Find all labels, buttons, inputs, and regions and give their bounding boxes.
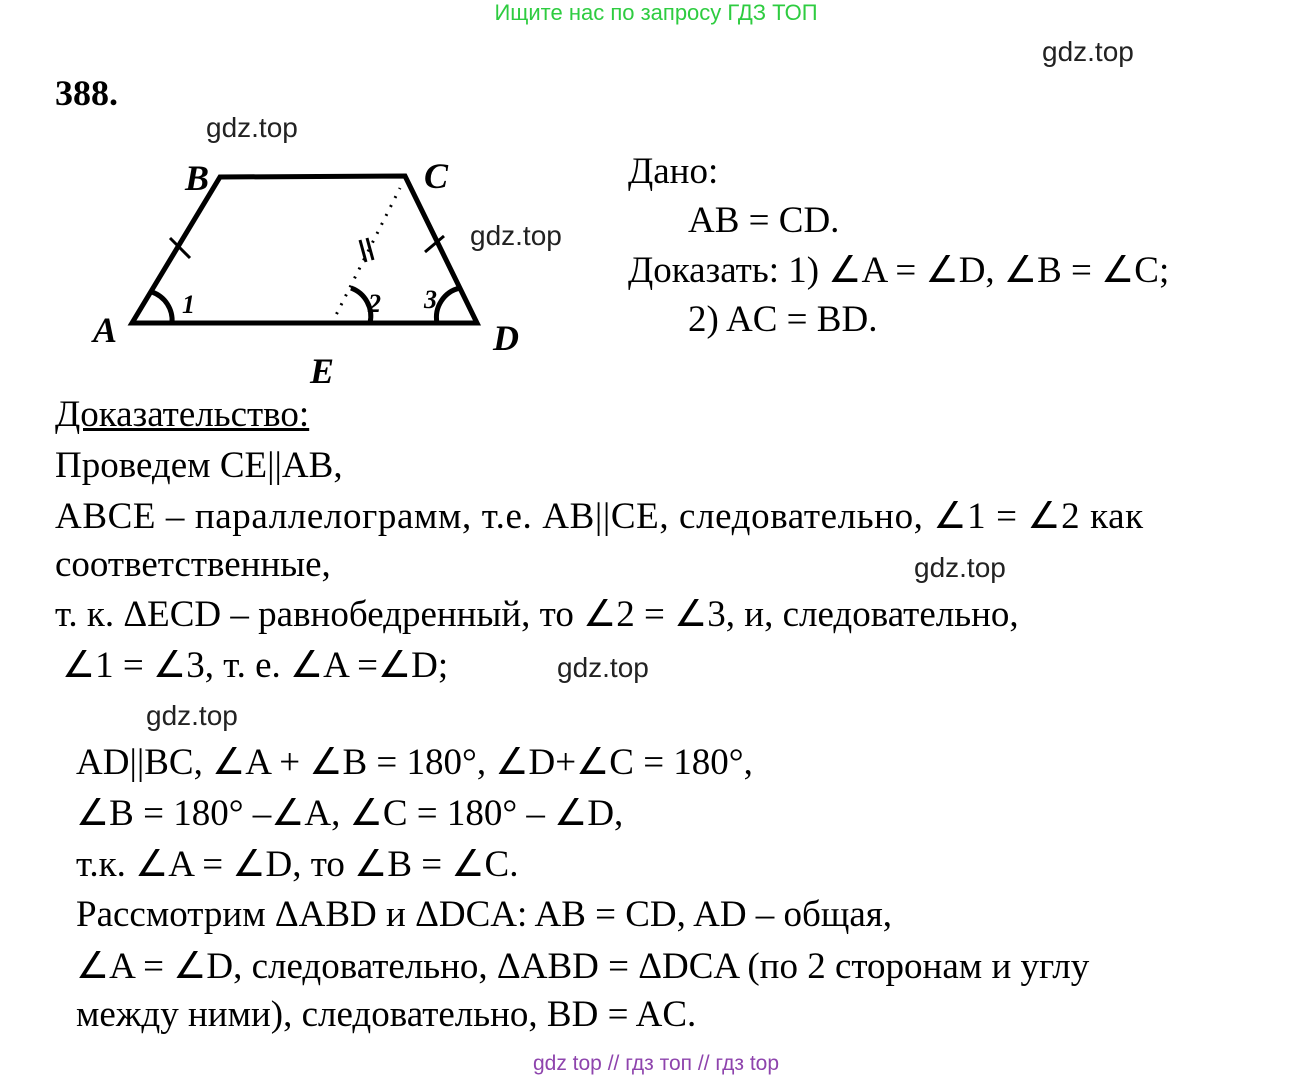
watermark: gdz.top <box>1042 36 1134 67</box>
label-angle-3: 3 <box>424 285 437 314</box>
proof-line: между ними), следовательно, BD = AC. <box>76 994 697 1035</box>
label-d: D <box>493 318 519 358</box>
proof-line: т.к. ∠A = ∠D, то ∠B = ∠C. <box>76 844 519 885</box>
trapezoid-figure <box>0 0 560 400</box>
label-e: E <box>310 351 335 391</box>
proof-line: Проведем CE||AB, <box>55 445 343 486</box>
angle-3-arc <box>436 288 460 323</box>
proof-line: ∠1 = ∠3, т. е. ∠A =∠D; <box>62 645 449 686</box>
label-angle-2: 2 <box>368 289 381 318</box>
proof-line: т. к. ΔECD – равнобедренный, то ∠2 = ∠3, и, следовательно, <box>55 594 1019 635</box>
label-a: A <box>93 310 118 350</box>
problem-number: 388. <box>55 73 118 113</box>
label-c: C <box>424 156 449 196</box>
watermark: gdz.top <box>470 220 562 251</box>
prove-line-2: 2) AC = BD. <box>688 299 878 340</box>
label-angle-1: 1 <box>182 290 195 319</box>
given-line: AB = CD. <box>688 200 840 241</box>
watermark: gdz.top <box>206 112 298 143</box>
proof-line: AD||BC, ∠A + ∠B = 180°, ∠D+∠C = 180°, <box>76 742 753 783</box>
watermark: gdz.top <box>914 552 1006 583</box>
proof-line: ABCE – параллелограмм, т.е. AB||CE, следовательно, ∠1 = ∠2 как <box>55 496 1144 537</box>
proof-title: Доказательство: <box>55 394 310 435</box>
label-b: B <box>185 158 210 198</box>
watermark: gdz.top <box>557 652 649 683</box>
angle-1-arc <box>152 292 172 323</box>
prove-line-1: Доказать: 1) ∠A = ∠D, ∠B = ∠C; <box>628 250 1170 291</box>
proof-line: ∠B = 180° –∠A, ∠C = 180° – ∠D, <box>76 793 624 834</box>
search-banner: Ищите нас по запросу ГДЗ ТОП <box>494 0 818 25</box>
proof-line: Рассмотрим ΔABD и ΔDCA: AB = CD, AD – общая, <box>76 894 893 935</box>
given-title: Дано: <box>628 151 719 192</box>
proof-line: ∠A = ∠D, следовательно, ΔABD = ΔDCA (по 2 сторонам и углу <box>76 946 1090 987</box>
watermark: gdz.top <box>146 700 238 731</box>
footer-watermark: gdz top // гдз топ // гдз top <box>532 1052 780 1075</box>
proof-line: соответственные, <box>55 544 331 585</box>
